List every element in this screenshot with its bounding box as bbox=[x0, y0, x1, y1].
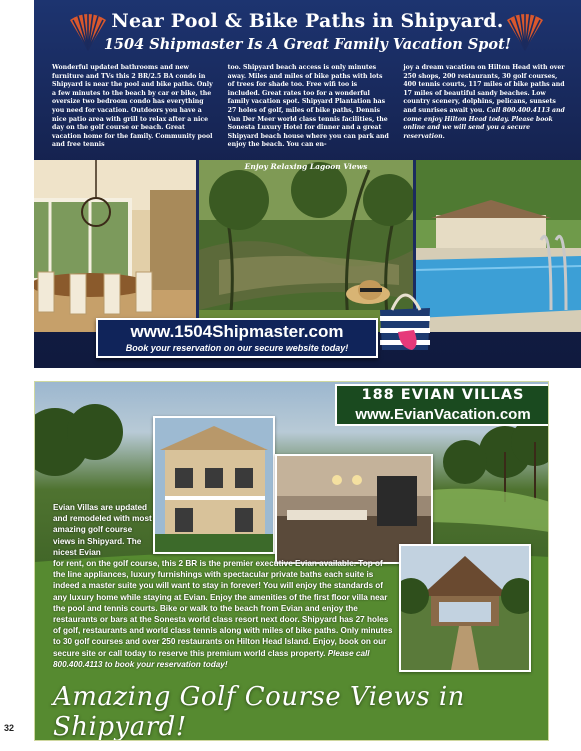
body-text: joy a dream vacation on Hilton Head with over 250 shops, 200 restaurants, 30 golf courses, 400 tennis courts, 117 miles of bike paths and 17 miles of beautiful sandy beaches. Low country scenery, dolphins, pelicans, sunsets and sunrises await you. bbox=[403, 64, 565, 114]
ad-subtitle: 1504 Shipmaster Is A Great Family Vacation Spot! bbox=[103, 36, 512, 53]
evian-description bbox=[53, 502, 393, 670]
description-intro: Evian Villas are updated and remodeled with most amazing golf course views in Shipyard. The nicest Evian bbox=[53, 503, 152, 557]
body-column bbox=[403, 64, 567, 156]
photo-strip bbox=[34, 160, 581, 332]
body-column: too. Shipyard beach access is only minutes away. Miles and miles of bike paths with lots of trees for shade too. Free wifi too is included. Great rates too for a wonderful family vacation spot. Shipyard Plantation has 27 holes of golf, miles of bike paths, Dennis Van Der Meer world class tennis facilities, the Sonesta Luxury Hotel for dinner and a great Shipyard beach house where you can park and enjoy the beach. You can en- bbox=[227, 64, 389, 149]
gazebo-photo bbox=[399, 544, 531, 672]
call-to-action: Call 800.400.4113 and come enjoy Hilton Head today. Please book online and we will send you a secure reservation. bbox=[403, 106, 565, 140]
reservation-text: Book your reservation on our secure website today! bbox=[125, 343, 349, 353]
description-main: for rent, on the golf course, this 2 BR is the premier executive Evian available. Top of the line appliances, luxury furnishings with spectacular private baths each suite is indeed a master suite you will want to stay in forever! You will enjoy the standards of any luxury home while staying at Evian. Enjoy the amenities of the first floor villa near the pool and tennis courts. Bike or walk to the beach from Evian and enjoy the restaurants or bars at the Sonesta world class resort next door. Shipyard has 27 holes of golf, restaurants and world class tennis along with miles of bike paths. Only minutes to 30 golf courses and over 250 restaurants on Hilton Head Island. Enjoy, book on our secure site or call today to reserve this premium world class property. bbox=[53, 559, 393, 658]
ad-body-columns bbox=[52, 64, 567, 156]
body-column: Wonderful updated bathrooms and new furniture and TVs this 2 BR/2.5 BA condo in Shipyard is near the pool and bike paths. Only a few minutes to the beach by car or bike, the oversize two bedroom condo has everything you need for vacation. Outdoors you have a nice patio area with grill to relax after a nice day on the golf course or beach. Great vacation home for the family. Community pool and free tennis bbox=[52, 64, 213, 149]
pool-photo bbox=[416, 160, 581, 332]
property-name: 188 EVIAN VILLAS bbox=[361, 387, 525, 403]
evian-villas-ad bbox=[34, 381, 549, 741]
lagoon-caption: Enjoy Relaxing Lagoon Views bbox=[244, 162, 368, 171]
dining-room-photo bbox=[34, 160, 216, 332]
shipmaster-url-banner[interactable] bbox=[96, 318, 378, 358]
website-link[interactable]: www.1504Shipmaster.com bbox=[130, 322, 344, 341]
shipmaster-ad bbox=[34, 0, 581, 368]
website-link[interactable]: www.EvianVacation.com bbox=[355, 406, 531, 423]
ad-title: Near Pool & Bike Paths in Shipyard. bbox=[111, 10, 504, 32]
call-to-action: Please call 800.400.4113 to book your reservation today! bbox=[53, 648, 370, 669]
page-number: 32 bbox=[4, 723, 15, 733]
evian-name-banner[interactable] bbox=[335, 384, 549, 426]
golf-headline: Amazing Golf Course Views in Shipyard! bbox=[53, 682, 465, 741]
